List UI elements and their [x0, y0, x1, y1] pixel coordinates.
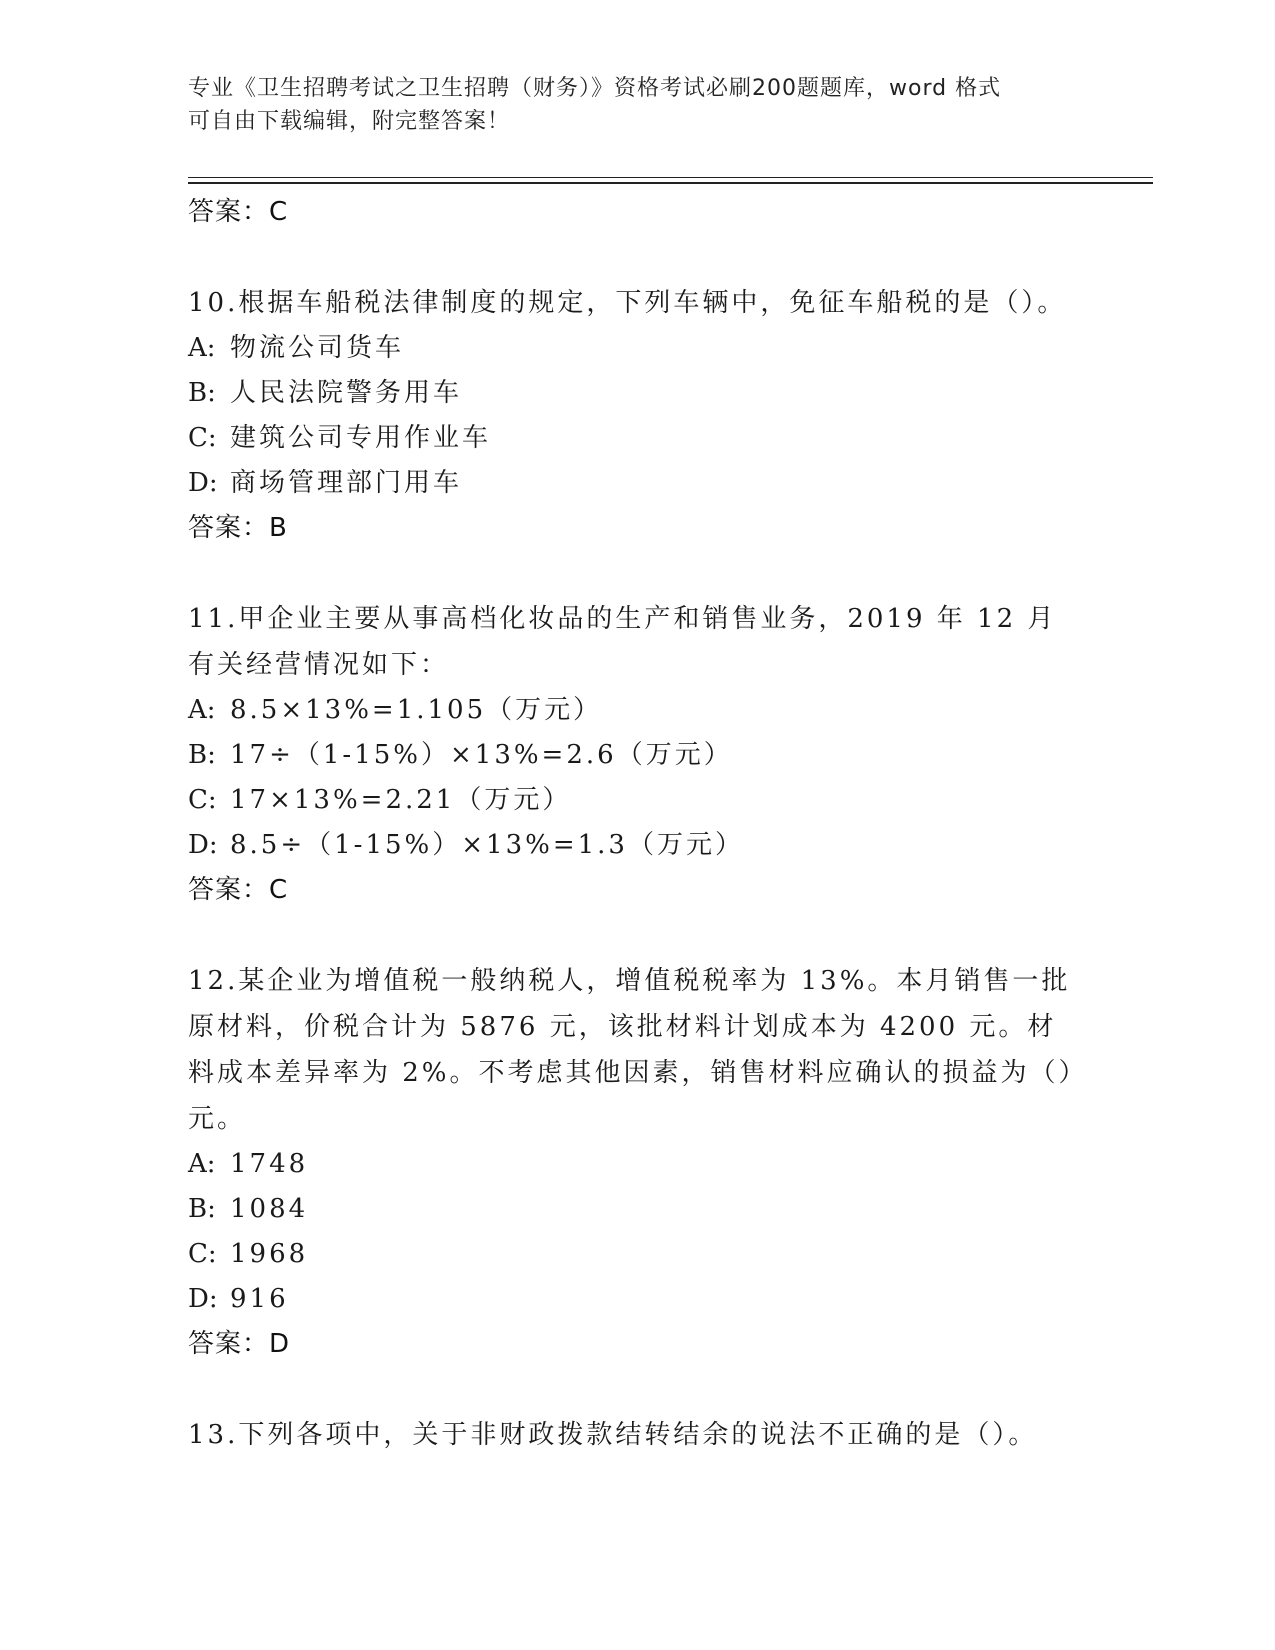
option-text: 1084: [230, 1194, 309, 1224]
option-letter: D:: [188, 468, 218, 498]
document-header: [188, 72, 1068, 138]
option-letter: C:: [188, 785, 217, 815]
option-letter: A:: [188, 695, 216, 725]
option-d: [188, 461, 1078, 506]
option-text: 8.5×13%=1.105（万元）: [230, 695, 603, 725]
option-text: 商场管理部门用车: [230, 468, 463, 498]
option-text: 建筑公司专用作业车: [230, 423, 492, 453]
option-letter: C:: [188, 1239, 217, 1269]
question-stem: 10.根据车船税法律制度的规定，下列车辆中，免征车船税的是（）。: [188, 288, 1067, 318]
question-10: [188, 280, 1078, 550]
option-letter: A:: [188, 333, 216, 363]
header-title-line2: 可自由下载编辑，附完整答案！: [188, 109, 511, 134]
question-stem: 13.下列各项中，关于非财政拨款结转结余的说法不正确的是（）。: [188, 1420, 1038, 1450]
option-c: [188, 1232, 1078, 1277]
header-divider-thin: [188, 177, 1153, 178]
option-letter: B:: [188, 1194, 216, 1224]
question-11: [188, 596, 1078, 912]
option-text: 8.5÷（1-15%）×13%=1.3（万元）: [230, 830, 744, 860]
question-list: [188, 190, 1078, 1458]
option-text: 物流公司货车: [230, 333, 405, 363]
option-letter: D:: [188, 830, 218, 860]
option-text: 916: [230, 1284, 289, 1314]
option-c: [188, 416, 1078, 461]
answer-line: 答案：C: [188, 875, 289, 905]
option-text: 17÷（1-15%）×13%=2.6（万元）: [230, 740, 733, 770]
answer-line: 答案：D: [188, 1329, 291, 1359]
option-a: [188, 326, 1078, 371]
option-letter: C:: [188, 423, 217, 453]
option-text: 1968: [230, 1239, 309, 1269]
option-b: [188, 1187, 1078, 1232]
option-b: [188, 371, 1078, 416]
question-13: [188, 1412, 1078, 1458]
option-b: [188, 733, 1078, 778]
header-divider-thick: [188, 182, 1153, 184]
option-a: [188, 1142, 1078, 1187]
option-letter: B:: [188, 378, 216, 408]
option-d: [188, 823, 1078, 868]
question-stem: 11.甲企业主要从事高档化妆品的生产和销售业务，2019 年 12 月有关经营情况如下：: [188, 604, 1057, 680]
option-letter: A:: [188, 1149, 216, 1179]
option-text: 1748: [230, 1149, 309, 1179]
question-stem: 12.某企业为增值税一般纳税人，增值税税率为 13%。本月销售一批原材料，价税合计为 5876 元，该批材料计划成本为 4200 元。材料成本差异率为 2%。不考虑其他因素，销售材料应确认的损益为（）元。: [188, 966, 1075, 1134]
answer-line: 答案：B: [188, 513, 288, 543]
option-d: [188, 1277, 1078, 1322]
answer-line: 答案：C: [188, 197, 289, 227]
option-text: 人民法院警务用车: [230, 378, 463, 408]
question-12: [188, 958, 1078, 1366]
option-c: [188, 778, 1078, 823]
option-text: 17×13%=2.21（万元）: [230, 785, 572, 815]
option-letter: D:: [188, 1284, 218, 1314]
option-a: [188, 688, 1078, 733]
option-letter: B:: [188, 740, 216, 770]
header-title-line1: 专业《卫生招聘考试之卫生招聘（财务）》资格考试必刷200题题库，word 格式: [188, 76, 1002, 101]
